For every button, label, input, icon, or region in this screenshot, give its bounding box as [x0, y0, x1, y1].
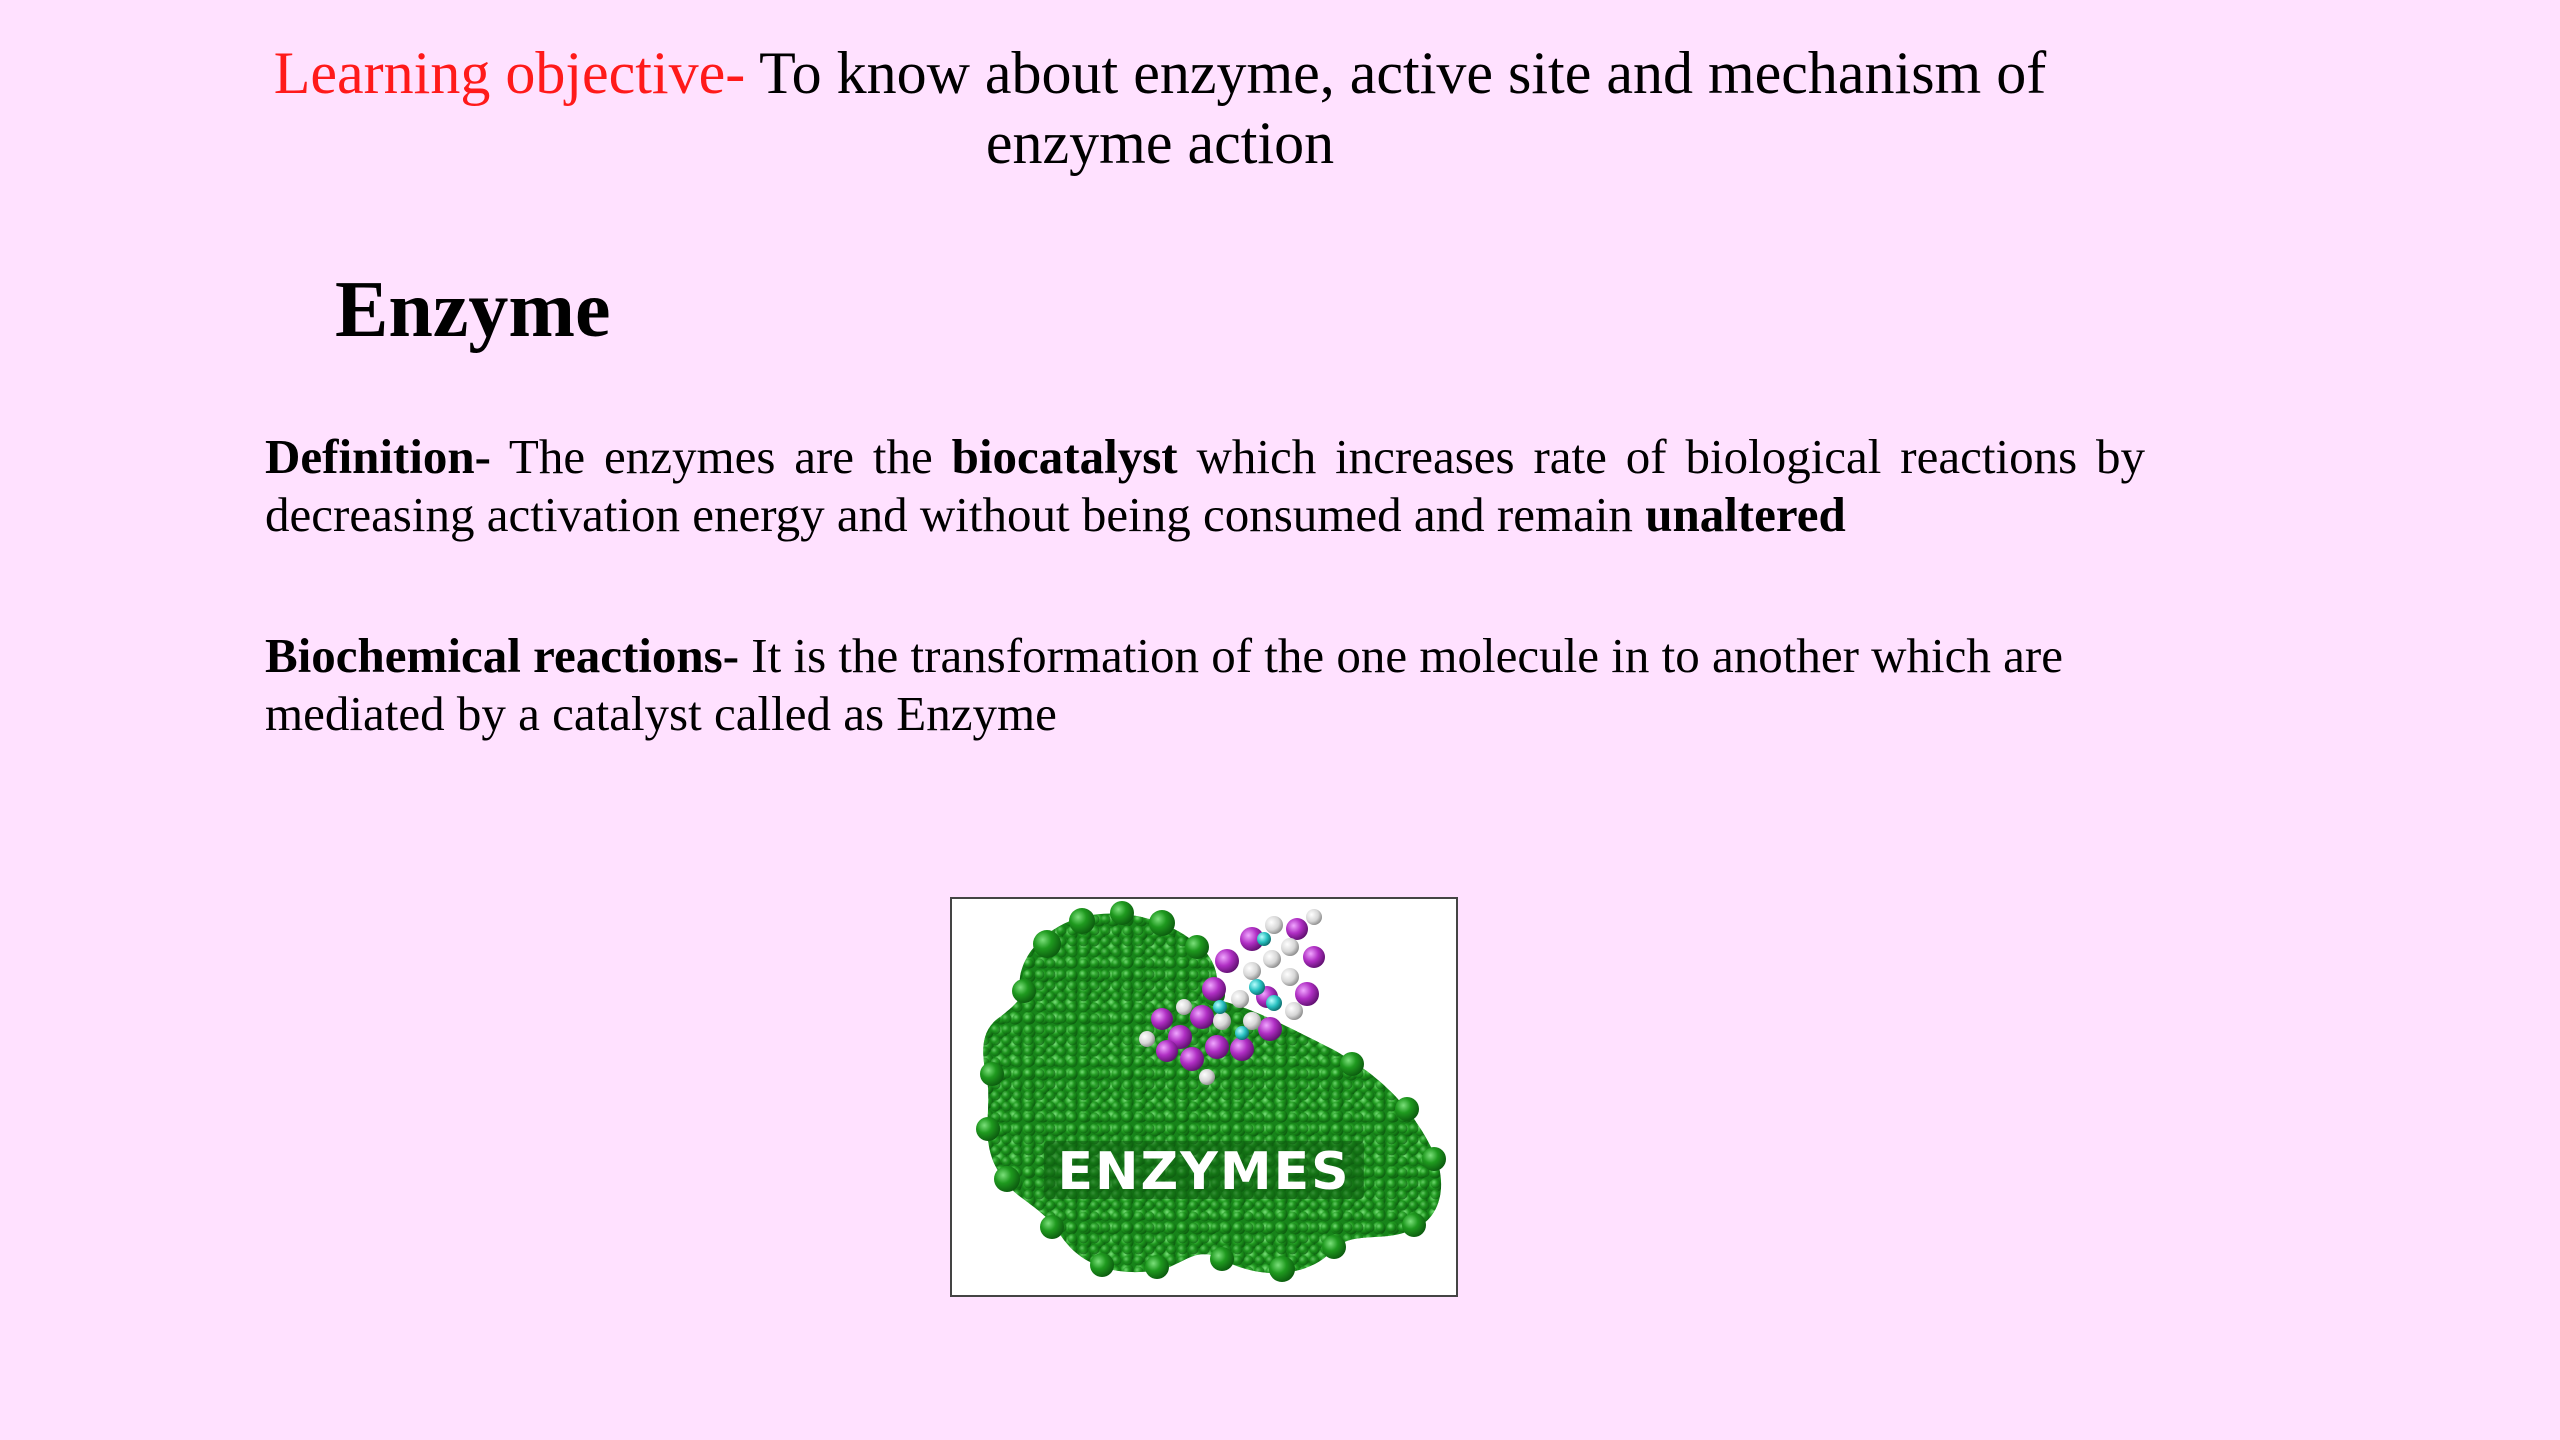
- learning-objective: [200, 38, 2120, 178]
- enzymes-caption: ENZYMES: [1057, 1142, 1351, 1202]
- biochemical-paragraph: [265, 627, 2145, 743]
- learning-objective-label: Learning objective-: [273, 40, 746, 106]
- learning-objective-text: To know about enzyme, active site and mechanism of enzyme action: [745, 40, 2047, 176]
- biochemical-label: Biochemical reactions-: [265, 628, 740, 683]
- protein-body: [976, 901, 1446, 1282]
- definition-text-1: The enzymes are the: [490, 429, 952, 484]
- definition-paragraph: [265, 428, 2145, 544]
- definition-term-biocatalyst: biocatalyst: [951, 429, 1178, 484]
- definition-text-2: which increases rate of biological reactions by decreasing activation energy and without being consumed and remain: [265, 429, 2145, 542]
- definition-label: Definition-: [265, 429, 491, 484]
- slide-title: Enzyme: [335, 266, 611, 354]
- enzyme-figure: [950, 897, 1458, 1297]
- enzyme-molecule-illustration: [952, 899, 1456, 1295]
- definition-term-unaltered: unaltered: [1645, 487, 1846, 542]
- biochemical-text: It is the transformation of the one molecule in to another which are mediated by a catalyst called as Enzyme: [265, 628, 2063, 741]
